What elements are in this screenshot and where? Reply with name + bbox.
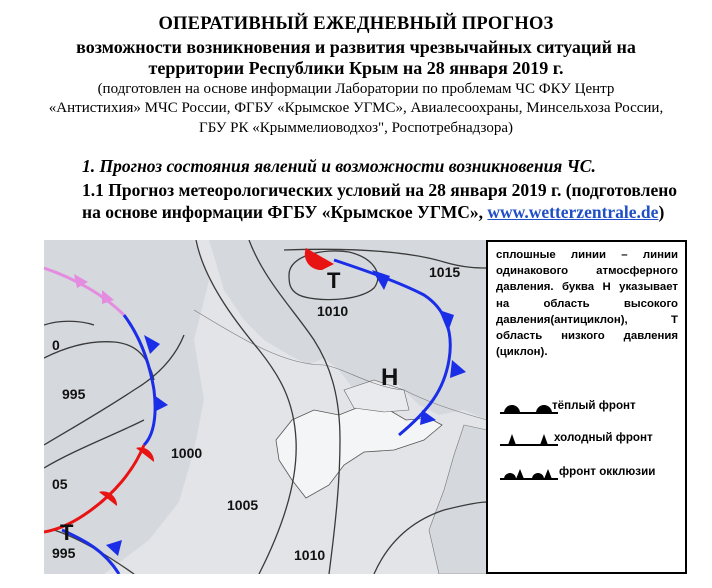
legend-cold-front-label: холодный фронт	[554, 431, 653, 444]
isobar-label-995: 995	[62, 386, 86, 402]
legend-warm-front-label: тёплый фронт	[552, 399, 636, 412]
source-note-line1: (подготовлен на основе информации Лаборатории по проблемам ЧС ФКУ Центр	[97, 81, 615, 97]
subsection-heading-line2	[82, 202, 664, 223]
isobar-label-05: 05	[52, 476, 68, 492]
isobar-label-1000: 1000	[171, 445, 203, 461]
document-subtitle-line2: территории Республики Крым на 28 января 2019 г.	[148, 58, 564, 78]
isobar-label-1010: 1010	[317, 303, 349, 319]
isobar-label-0: 0	[52, 337, 60, 353]
legend-warm-front	[496, 396, 686, 416]
section-heading: 1. Прогноз состояния явлений и возможности возникновения ЧС.	[82, 156, 596, 176]
low-pressure-marker-2: Т	[60, 520, 74, 545]
isobar-label-1015: 1015	[429, 264, 461, 280]
subsection-heading-suffix: )	[658, 202, 665, 222]
legend-occluded-front	[496, 462, 686, 482]
legend-occluded-front-label: фронт окклюзии	[559, 465, 656, 478]
low-pressure-marker-1: Т	[327, 268, 341, 293]
high-pressure-marker: Н	[381, 364, 399, 391]
synoptic-map	[44, 240, 487, 574]
subsection-heading-prefix: на основе информации ФГБУ «Крымское УГМС»,	[82, 202, 488, 222]
legend-cold-front	[496, 428, 686, 448]
isobar-label-1005: 1005	[227, 497, 259, 513]
occluded-front-icon	[496, 462, 566, 482]
subsection-heading-line1: 1.1 Прогноз метеорологических условий на 28 января 2019 г. (подготовлено	[82, 180, 678, 200]
map-legend	[496, 247, 678, 360]
legend-description: сплошные линии – линии одинакового атмосферного давления. буква Н указывает на область высокого давления(антициклон), Т область низкого давления (циклон).	[496, 249, 678, 359]
source-note-line3: ГБУ РК «Крыммелиоводхоз", Роспотребнадзора)	[199, 120, 513, 136]
document-subtitle-line1: возможности возникновения и развития чрезвычайных ситуаций на	[76, 37, 636, 57]
isobar-label-995-lower: 995	[52, 545, 76, 561]
document-title: ОПЕРАТИВНЫЙ ЕЖЕДНЕВНЫЙ ПРОГНОЗ	[158, 14, 554, 34]
table-column-divider	[486, 240, 488, 574]
wetterzentrale-link[interactable]: www.wetterzentrale.de	[487, 202, 659, 222]
source-note-line2: «Антистихия» МЧС России, ФГБУ «Крымское УГМС», Авиалесоохраны, Минсельхоза России,	[48, 100, 664, 116]
isobar-label-1010-south: 1010	[294, 547, 326, 563]
